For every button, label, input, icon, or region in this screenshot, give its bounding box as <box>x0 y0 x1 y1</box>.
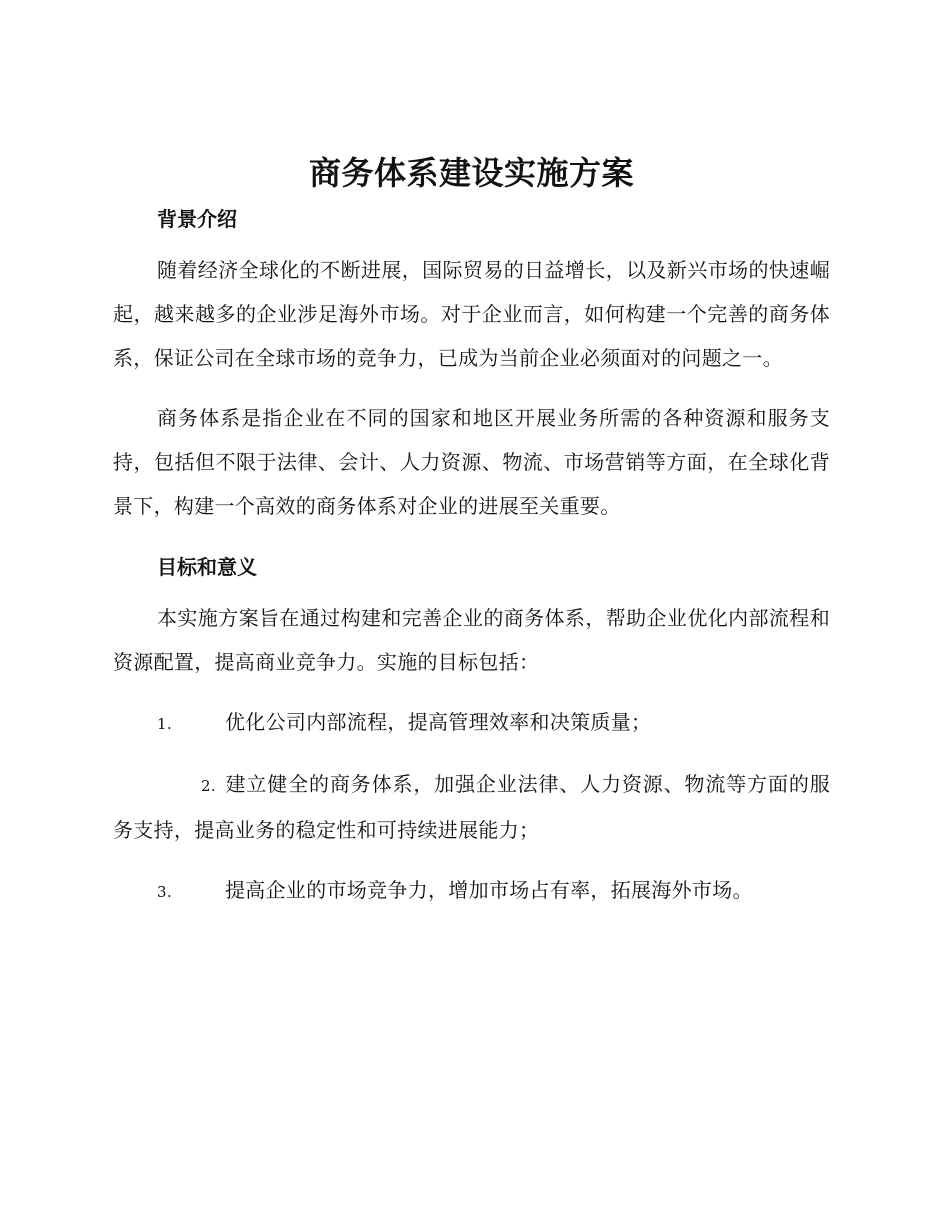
document-title: 商务体系建设实施方案 <box>308 154 634 192</box>
list-item-number: 2. <box>201 777 216 795</box>
document-content <box>113 150 830 914</box>
list-item-number: 1. <box>157 715 172 733</box>
paragraph-background-2: 商务体系是指企业在不同的国家和地区开展业务所需的各种资源和服务支持，包括但不限于法律、会计、人力资源、物流、市场营销等方面，在全球化背景下，构建一个高效的商务体系对企业的进展至关重要。 <box>113 406 830 518</box>
paragraph-background-1: 随着经济全球化的不断进展，国际贸易的日益增长，以及新兴市场的快速崛起，越来越多的企业涉足海外市场。对于企业而言，如何构建一个完善的商务体系，保证公司在全球市场的竞争力，已成为当前企业必须面对的问题之一。 <box>113 258 830 370</box>
list-item-number: 3. <box>157 883 172 901</box>
list-item-text: 优化公司内部流程，提高管理效率和决策质量； <box>225 710 652 734</box>
section-heading-goals: 目标和意义 <box>157 555 257 579</box>
section-heading-background: 背景介绍 <box>157 207 237 231</box>
list-item-text: 建立健全的商务体系，加强企业法律、人力资源、物流等方面的服务支持，提高业务的稳定性和可持续进展能力； <box>113 772 830 842</box>
list-item-text: 提高企业的市场竞争力，增加市场占有率，拓展海外市场。 <box>225 878 753 902</box>
list-item <box>113 762 830 852</box>
list-item <box>113 868 830 914</box>
paragraph-goals-1: 本实施方案旨在通过构建和完善企业的商务体系，帮助企业优化内部流程和资源配置，提高商业竞争力。实施的目标包括： <box>113 606 830 674</box>
list-item <box>113 700 830 746</box>
